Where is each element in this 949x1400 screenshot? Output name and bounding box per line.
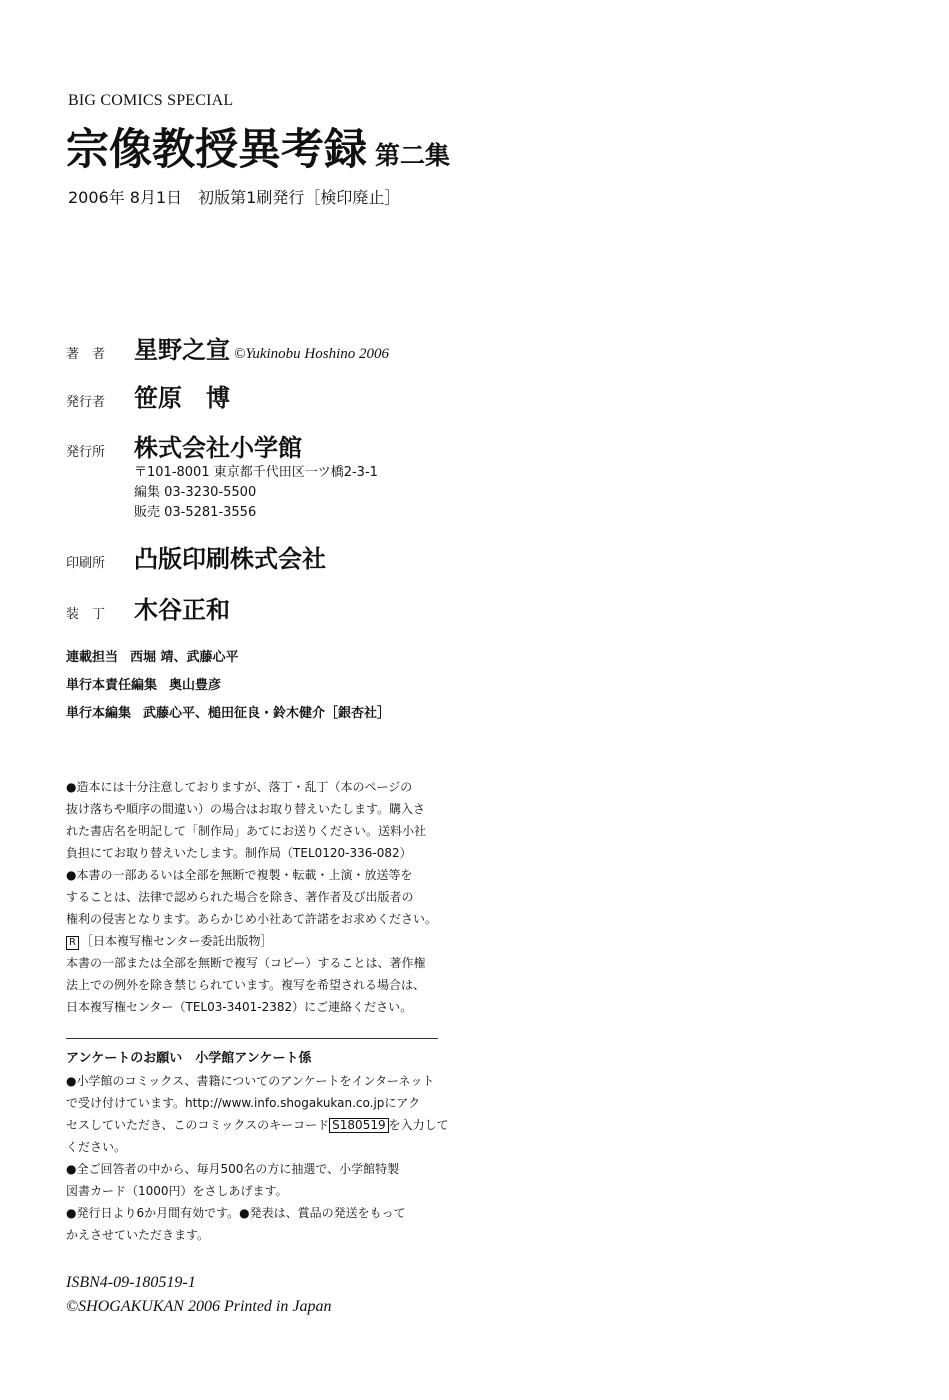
staff-names: 西堀 靖、武藤心平 [130,650,239,665]
publication-date: 2006年 8月1日 初版第1刷発行［検印廃止］ [68,188,401,207]
publisher-copyright: ©SHOGAKUKAN 2006 Printed in Japan [66,1298,332,1315]
editorial-phone: 編集 03-3230-5500 [134,485,257,500]
credit-author [66,330,389,365]
staff-row [66,674,221,693]
survey-line: で受け付けています。http://www.info.shogakukan.co.jpにアク [66,1096,421,1110]
printer-name: 凸版印刷株式会社 [134,544,326,573]
address-line: 〒101-8001 東京都千代田区一ツ橋2-3-1 [134,465,378,480]
credit-role: 発行所 [66,445,106,460]
note-line: 負担にてお取り替えいたします。制作局（TEL0120-336-082） [66,846,412,860]
note-line: 権利の侵害となります。あらかじめ小社あて許諾をお求めください。 [66,912,438,926]
survey-line: ●全ご回答者の中から、毎月500名の方に抽選で、小学館特製 [66,1162,400,1176]
note-line: 法上での例外を除き禁じられています。複写を希望される場合は、 [66,978,426,992]
book-title [66,116,450,177]
note-line: することは、法律で認められた場合を除き、著作者及び出版者の [66,890,414,904]
note-line: れた書店名を明記して「制作局」あてにお送りください。送料小社 [66,824,427,838]
survey-line: ください。 [66,1140,127,1154]
legal-notes [66,776,446,1018]
credit-role: 発行者 [66,395,106,410]
isbn-number: ISBN4-09-180519-1 [66,1274,196,1291]
isbn-block [66,1271,331,1319]
note-line: ●本書の一部あるいは全部を無断で複製・転載・上演・放送等を [66,868,413,882]
survey-line: ●発行日より6か月間有効です。●発表は、賞品の発送をもって [66,1206,406,1220]
credit-publishing-house [66,428,302,463]
note-line: 日本複写権センター（TEL03-3401-2382）にご連絡ください。 [66,1000,413,1014]
author-name: 星野之宣 [134,335,230,364]
survey-text: を入力して [388,1118,449,1132]
credit-publisher [66,378,230,413]
survey-line: ●小学館のコミックス、書籍についてのアンケートをインターネット [66,1074,435,1088]
title-main: 宗像教授異考録 [66,125,367,175]
credit-design [66,590,230,625]
designer-name: 木谷正和 [134,595,230,624]
section-divider [66,1038,438,1039]
credit-role: 著 者 [66,347,106,362]
publishing-house-name: 株式会社小学館 [134,433,302,462]
staff-names: 奥山豊彦 [169,678,222,693]
survey-notice [66,1048,449,1246]
note-line [66,930,446,952]
credit-printer [66,539,326,574]
staff-role: 連載担当 [66,650,119,665]
survey-line: かえさせていただきます。 [66,1228,210,1242]
staff-names: 武藤心平、槌田征良・鈴木健介［銀杏社］ [143,706,391,721]
title-volume: 第二集 [375,141,451,170]
series-label: BIG COMICS SPECIAL [68,92,234,109]
staff-role: 単行本編集 [66,706,132,721]
note-line: 抜け落ちや順序の間違い）の場合はお取り替えいたします。購入さ [66,802,426,816]
staff-role: 単行本責任編集 [66,678,158,693]
staff-row [66,646,239,665]
note-line: ●造本には十分注意しておりますが、落丁・乱丁（本のページの [66,780,413,794]
survey-heading: アンケートのお願い 小学館アンケート係 [66,1051,312,1066]
credit-role: 印刷所 [66,556,106,571]
staff-row [66,702,390,721]
key-code: S180519 [329,1118,388,1133]
survey-line: 図書カード（1000円）をさしあげます。 [66,1184,288,1198]
sales-phone: 販売 03-5281-3556 [134,505,257,520]
publisher-name: 笹原 博 [134,383,230,412]
credit-role: 装 丁 [66,607,106,622]
author-copyright: ©Yukinobu Hoshino 2006 [234,346,390,362]
survey-line [66,1114,449,1136]
r-text: ［日本複写権センター委託出版物］ [80,934,273,948]
note-line: 本書の一部または全部を無断で複写（コピー）することは、著作権 [66,956,426,970]
r-mark: R [66,936,79,950]
survey-text: セスしていただき、このコミックスのキーコード [66,1118,330,1132]
